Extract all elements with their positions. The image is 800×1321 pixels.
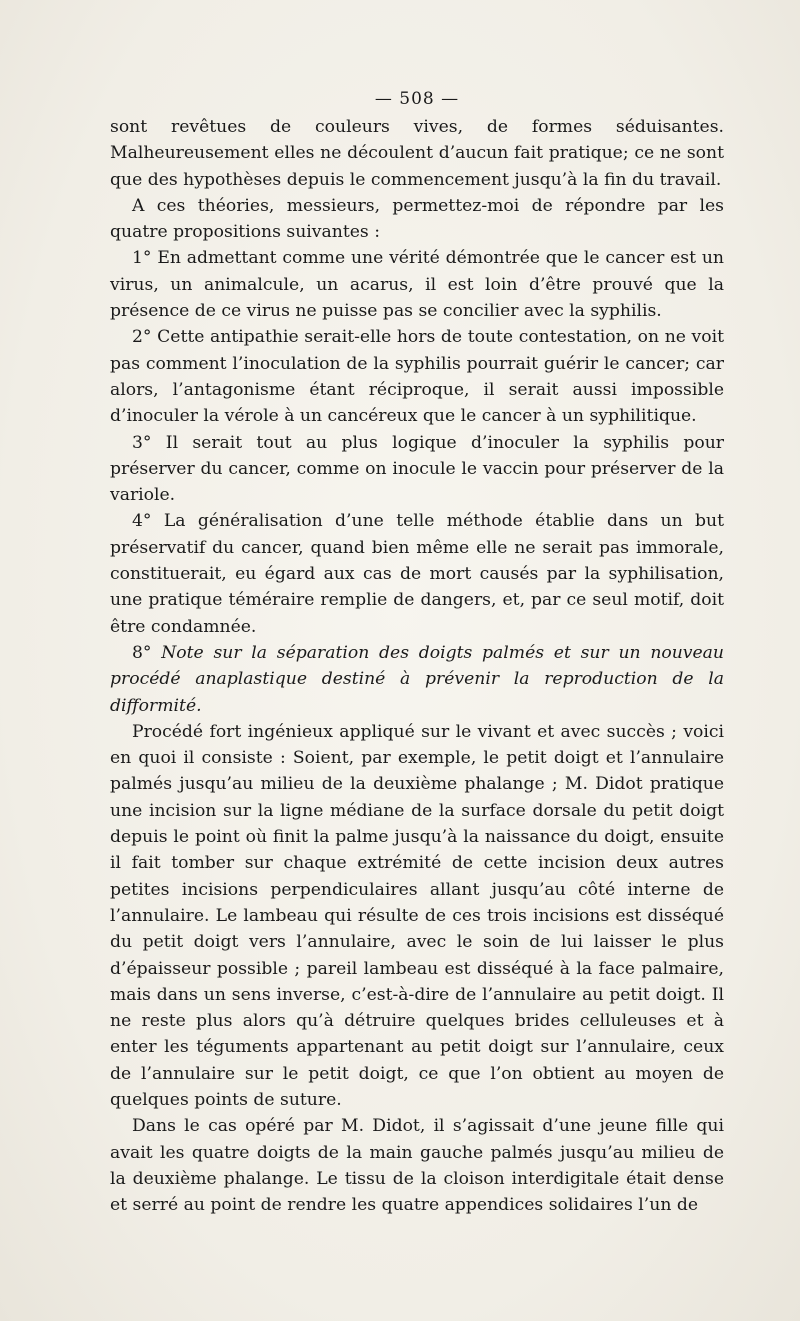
page-content [110,86,724,1218]
proposition-3: 3° Il serait tout au plus logique d’inoculer la syphilis pour préserver du cancer, comme on inocule le vaccin pour préserver de la variole. [110,432,724,506]
paragraph-intro: A ces théories, messieurs, permettez-moi de répondre par les quatre propositions suivantes : [110,195,724,243]
note-heading [110,640,724,719]
page-number: — 508 — [374,89,460,109]
note-number: 8° [132,642,152,663]
paragraph-continuation: sont revêtues de couleurs vives, de formes séduisantes. Malheureusement elles ne découlent d’aucun fait pratique; ce ne sont que des hypothèses depuis le commencement jusqu’à la fin du travail. [110,117,724,190]
proposition-1: 1° En admettant comme une vérité démontrée que le cancer est un virus, un animalcule, un acarus, il est loin d’être prouvé que la présence de ce virus ne puisse pas se concilier avec la syphilis. [110,248,724,322]
proposition-4: 4° La généralisation d’une telle méthode établie dans un but préservatif du cancer, quand bien même elle ne serait pas immorale, constituerait, eu égard aux cas de mort causés par la syphilisation, une pratique téméraire remplie de dangers, et, par ce seul motif, doit être condamnée. [110,511,724,637]
paragraph-case: Dans le cas opéré par M. Didot, il s’agissait d’une jeune fille qui avait les quatre doigts de la main gauche palmés jusqu’au milieu de la deuxième phalange. Le tissu de la cloison interdigitale était dense et serré au point de rendre les quatre appendices solidaires l’un de [110,1116,724,1216]
paragraph-procedure: Procédé fort ingénieux appliqué sur le vivant et avec succès ; voici en quoi il consiste : Soient, par exemple, le petit doigt et l’annulaire palmés jusqu’au milieu de la deuxième phalange ; M. Didot pratique une incision sur la ligne médiane de la surface dorsale du petit doigt depuis le point où finit la palme jusqu’à la naissance du doigt, ensuite il fait tomber sur chaque extrémité de cette incision deux autres petites incisions perpendiculaires allant jusqu’au côté interne de l’annulaire. Le lambeau qui résulte de ces trois incisions est disséqué du petit doigt vers l’annulaire, avec le soin de lui laisser le plus d’épaisseur possible ; pareil lambeau est disséqué à la face palmaire, mais dans un sens inverse, c’est-à-dire de l’annulaire au petit doigt. Il ne reste plus alors qu’à détruire quelques brides celluleuses et à enter les téguments appartenant au petit doigt sur l’annulaire, ceux de l’annulaire sur le petit doigt, ce que l’on obtient au moyen de quelques points de suture. [110,721,724,1110]
proposition-2: 2° Cette antipathie serait-elle hors de toute contestation, on ne voit pas comment l’inoculation de la syphilis pourrait guérir le cancer; car alors, l’antagonisme étant réciproque, il serait aussi impossible d’inoculer la vérole à un cancéreux que le cancer à un syphilitique. [110,327,724,427]
note-title: Note sur la séparation des doigts palmés et sur un nouveau procédé anaplastique destiné à prévenir la reproduction de la difformité. [110,642,724,716]
